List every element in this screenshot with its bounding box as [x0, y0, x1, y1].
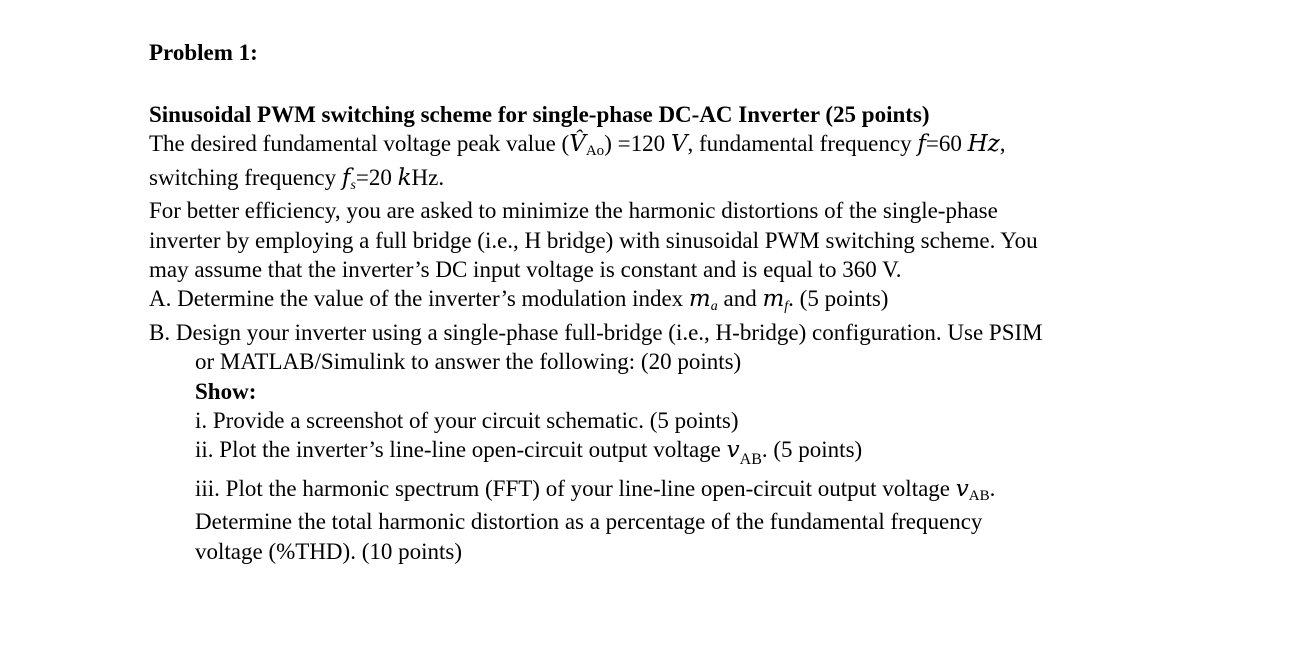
text-fragment: A. Determine the value of the inverter’s modulation index: [149, 286, 689, 312]
text-line-1: [149, 129, 1159, 162]
text-fragment: and: [717, 286, 763, 312]
text-fragment: =60: [925, 131, 968, 157]
spacer: [149, 67, 1159, 100]
fs-subscript: s: [350, 177, 356, 193]
item-iii-line-3: voltage (%THD). (10 points): [195, 538, 462, 564]
part-a: [149, 284, 1159, 317]
f-symbol: f: [917, 131, 926, 158]
mf-symbol: m: [762, 286, 785, 313]
unit-v: V: [670, 131, 688, 158]
text-fragment: Hz.: [411, 164, 445, 190]
fs-symbol: f: [341, 164, 351, 191]
mf-subscript: f: [784, 299, 789, 315]
item-ii: [149, 435, 1159, 467]
problem-document: [149, 38, 1159, 566]
problem-title: Problem 1:: [149, 40, 258, 65]
text-fragment: switching frequency: [149, 164, 342, 190]
text-fragment: ii. Plot the inverter’s line-line open-circuit output voltage: [195, 437, 727, 463]
text-line-4: inverter by employing a full bridge (i.e., H bridge) with sinusoidal PWM switching scheme. You: [149, 227, 1038, 253]
part-b-line-2: or MATLAB/Simulink to answer the following: (20 points): [195, 349, 742, 375]
text-fragment: iii. Plot the harmonic spectrum (FFT) of your line-line open-circuit output voltage: [195, 475, 956, 501]
item-i: i. Provide a screenshot of your circuit schematic. (5 points): [195, 408, 739, 434]
part-b-line-1: B. Design your inverter using a single-phase full-bridge (i.e., H-bridge) configuration. Use PSIM: [149, 319, 1043, 345]
item-iii: [149, 474, 1159, 507]
text-line-3: For better efficiency, you are asked to minimize the harmonic distortions of the single-phase: [149, 198, 998, 224]
text-fragment: .: [989, 475, 996, 501]
text-fragment: =20: [355, 164, 398, 190]
v-ab-subscript: AB: [739, 451, 762, 469]
text-line-2: [149, 163, 1159, 196]
v-hat-symbol: V̂: [569, 131, 586, 158]
unit-hz: Hz: [967, 131, 1000, 158]
v-ab-subscript: AB: [968, 487, 990, 504]
v-subscript: Ao: [585, 143, 605, 160]
v-ab-symbol: v: [726, 437, 740, 464]
item-iii-line-2: Determine the total harmonic distortion as a percentage of the fundamental frequency: [195, 509, 983, 535]
ma-symbol: m: [688, 286, 711, 313]
ma-subscript: a: [710, 299, 718, 315]
text-fragment: . (5 points): [788, 286, 889, 312]
show-label: Show:: [195, 378, 257, 404]
text-fragment: . (5 points): [761, 437, 863, 463]
text-fragment: The desired fundamental voltage peak value (: [149, 131, 570, 157]
text-line-5: may assume that the inverter’s DC input voltage is constant and is equal to 360 V.: [149, 257, 902, 283]
problem-heading: Sinusoidal PWM switching scheme for single-phase DC-AC Inverter (25 points): [149, 102, 930, 127]
text-fragment: ,: [999, 131, 1006, 157]
v-ab-symbol: v: [955, 475, 969, 502]
text-fragment: ) =120: [604, 131, 671, 157]
k-symbol: k: [397, 164, 412, 191]
text-fragment: , fundamental frequency: [687, 131, 918, 157]
